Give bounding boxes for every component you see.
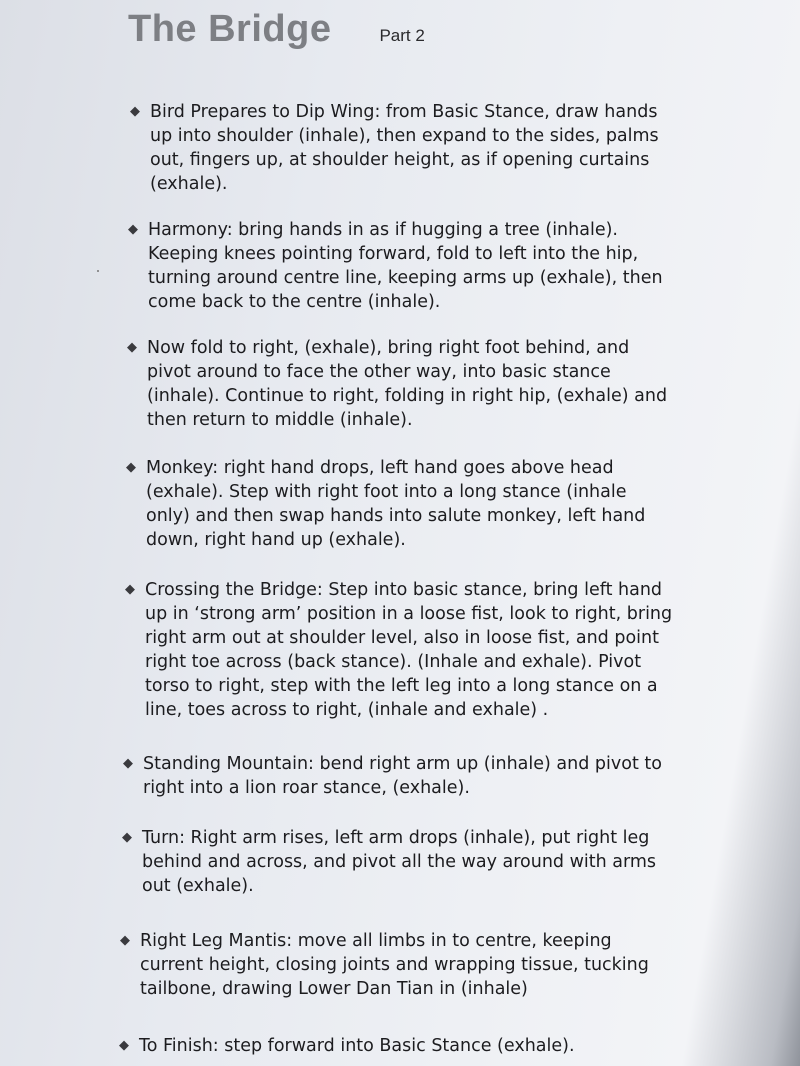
list-item-bird-prepares <box>130 100 659 196</box>
list-item-crossing-the-bridge <box>125 578 672 722</box>
page-subtitle: Part 2 <box>379 26 425 45</box>
list-item-text: Bird Prepares to Dip Wing: from Basic Stance, draw hands up into shoulder (inhale), then expand to the sides, palms out, fingers up, at shoulder height, as if opening curtains (exhale). <box>150 102 659 194</box>
list-item-standing-mountain <box>123 752 662 800</box>
list-item-text: Now fold to right, (exhale), bring right foot behind, and pivot around to face the other way, into basic stance (inhale). Continue to right, folding in right hip, (exhale) and then return to middle (inhale). <box>147 338 668 430</box>
bullet-icon: ◆ <box>120 933 130 948</box>
list-item-to-finish <box>119 1034 575 1058</box>
list-item-harmony <box>128 218 663 314</box>
bullet-icon: ◆ <box>128 222 138 237</box>
list-item-fold-right <box>127 336 667 432</box>
bullet-icon: ◆ <box>125 582 135 597</box>
list-item-text: Turn: Right arm rises, left arm drops (inhale), put right leg behind and across, and pivot all the way around with arms out (exhale). <box>142 828 657 896</box>
title-row <box>128 8 425 51</box>
bullet-icon: ◆ <box>130 104 140 119</box>
page-title: The Bridge <box>128 8 332 50</box>
bullet-icon: ◆ <box>127 340 137 355</box>
list-item-text: Standing Mountain: bend right arm up (inhale) and pivot to right into a lion roar stance, (exhale). <box>143 754 662 798</box>
list-item-text: Right Leg Mantis: move all limbs in to centre, keeping current height, closing joints and wrapping tissue, tucking tailbone, drawing Lower Dan Tian in (inhale) <box>140 931 649 999</box>
bullet-icon: ◆ <box>123 756 133 771</box>
bullet-icon: ◆ <box>122 830 132 845</box>
list-item-right-leg-mantis <box>120 929 649 1001</box>
list-item-text: Crossing the Bridge: Step into basic stance, bring left hand up in ‘strong arm’ position in a loose fist, look to right, bring right arm out at shoulder level, also in loose fist, and point right toe across (back stance). (Inhale and exhale). Pivot torso to right, step with the left leg into a long stance on a line, toes across to right, (inhale and exhale) . <box>145 580 673 720</box>
list-item-text: Monkey: right hand drops, left hand goes above head (exhale). Step with right foot into a long stance (inhale only) and then swap hands into salute monkey, left hand down, right hand up (exhale). <box>146 458 646 550</box>
bullet-icon: ◆ <box>119 1038 129 1053</box>
list-item-text: Harmony: bring hands in as if hugging a tree (inhale). Keeping knees pointing forward, fold to left into the hip, turning around centre line, keeping arms up (exhale), then come back to the centre (inhale). <box>148 220 663 312</box>
list-item-turn <box>122 826 656 898</box>
page-speck <box>97 270 99 272</box>
list-item-monkey <box>126 456 645 552</box>
list-item-text: To Finish: step forward into Basic Stance (exhale). <box>139 1036 575 1056</box>
bullet-icon: ◆ <box>126 460 136 475</box>
